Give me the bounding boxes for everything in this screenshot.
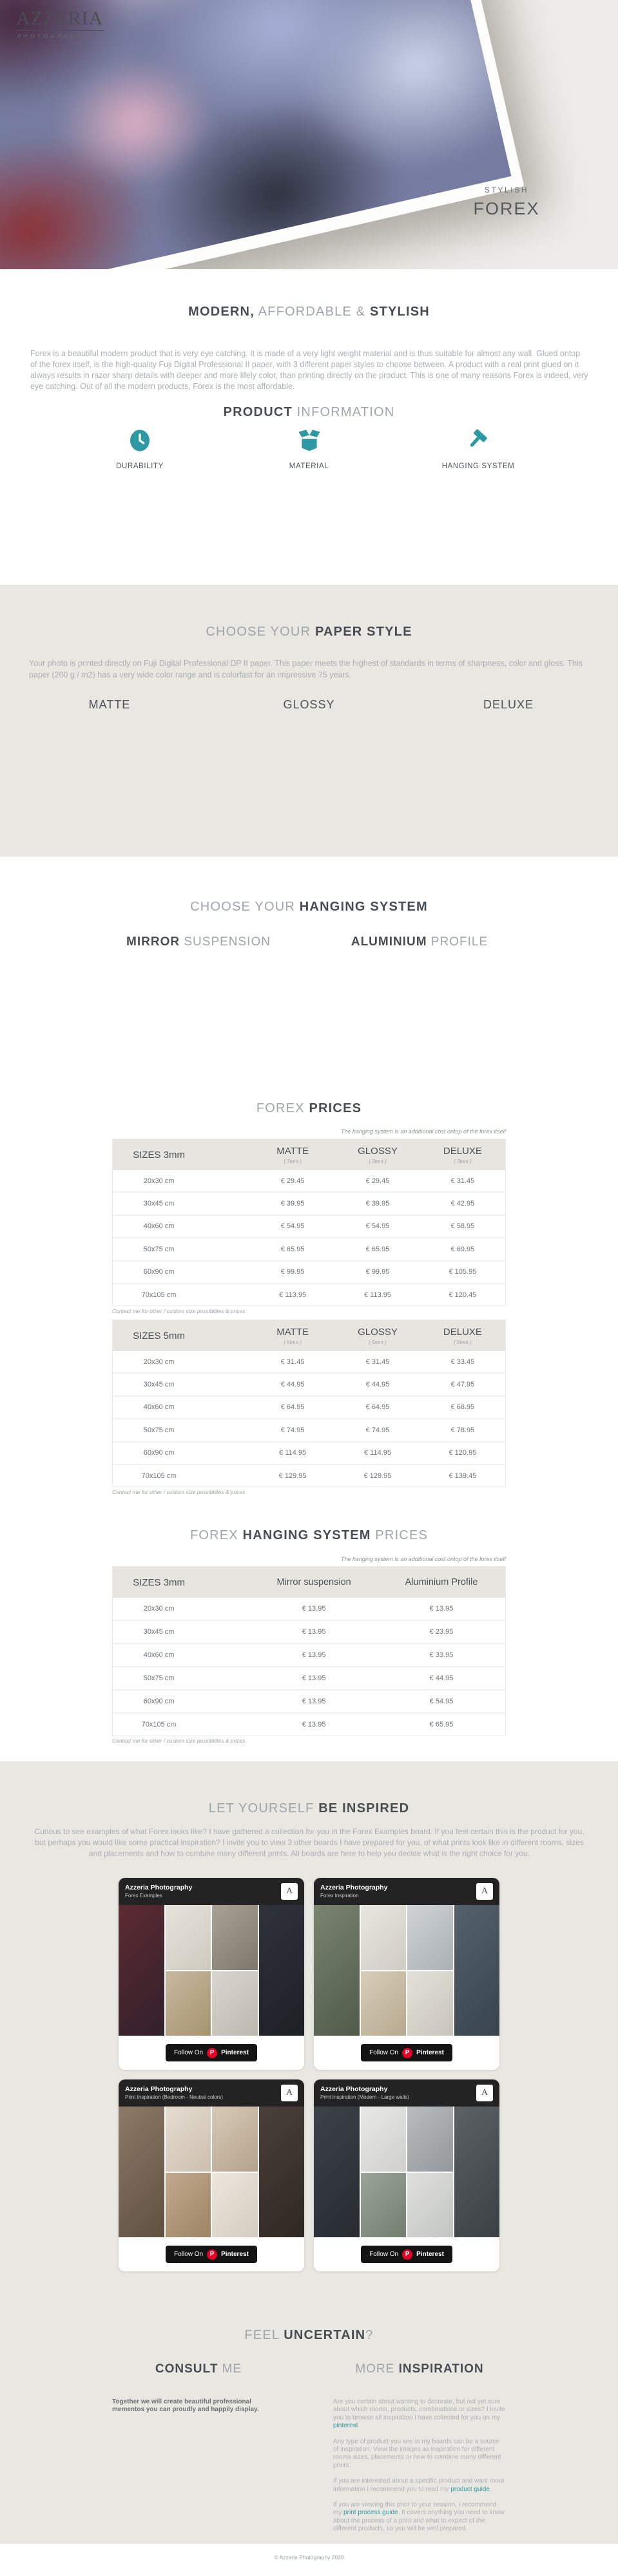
glossy-header-sub: ( 5mm ) — [369, 1339, 387, 1345]
hs-title-a: CHOOSE YOUR — [190, 899, 300, 914]
product-info-columns — [77, 428, 541, 479]
table-footnote: Contact me for other / custom size possibilites & prices — [112, 1308, 246, 1314]
product-guide-link[interactable]: product guide — [450, 2485, 490, 2493]
sizes-header: SIZES 5mm — [133, 1330, 185, 1341]
size-cell: 70x105 cm — [141, 1721, 177, 1728]
more-inspiration-column — [333, 2362, 506, 2541]
clock-icon — [77, 428, 203, 455]
table-footnote: Contact me for other / custom size possibilites & prices — [112, 1738, 246, 1744]
prices-table-5mm — [112, 1320, 506, 1487]
aluminium-profile-header: Aluminium Profile — [405, 1577, 478, 1587]
hanging-system-title: HANGING SYSTEM — [441, 462, 515, 470]
matte-price-cell: € 99.95 — [280, 1268, 305, 1276]
paper-style-intro: Your photo is printed directly on Fuji Digital Professional DP II paper. This paper meets the highest of standards in terms of sharpness, color and gloss. This paper (200 g / m2) has a very wide color range and is colorfast for an impressive 75 years. — [29, 658, 583, 679]
size-cell: 60x90 cm — [143, 1268, 175, 1276]
prices-title-b: PRICES — [309, 1101, 362, 1115]
avatar: A — [476, 2085, 493, 2101]
matte-header — [250, 1146, 335, 1164]
deluxe-header-label: DELUXE — [443, 1326, 482, 1338]
prices-title-a: FOREX — [256, 1101, 309, 1115]
consult-closing: Together we will create beautiful professional mementos you can proudly and happily display. — [112, 2398, 259, 2414]
column-matte — [28, 698, 191, 728]
matte-header — [250, 1327, 335, 1345]
fu-title-b: UNCERTAIN — [284, 2327, 366, 2342]
table-body — [113, 1598, 505, 1736]
table-body — [113, 1170, 505, 1305]
table-row — [113, 1396, 505, 1418]
card-footer — [119, 2237, 304, 2271]
board-image — [212, 2107, 258, 2172]
consult-title-a: CONSULT — [155, 2362, 218, 2376]
glossy-price-cell: € 99.95 — [365, 1268, 390, 1276]
board-image — [166, 1905, 211, 1970]
card-mosaic — [119, 1905, 304, 2036]
feel-uncertain-title — [0, 2328, 618, 2343]
table-header — [113, 1139, 505, 1170]
glossy-header-label: GLOSSY — [358, 1145, 398, 1157]
glossy-price-cell: € 114.95 — [363, 1449, 391, 1457]
deluxe-price-cell: € 139.45 — [449, 1472, 477, 1480]
matte-price-cell: € 54.95 — [280, 1222, 305, 1231]
hammer-icon — [415, 428, 541, 455]
deluxe-header — [420, 1327, 505, 1345]
footer — [0, 2554, 618, 2561]
intro-title — [0, 305, 618, 319]
card-board-name: Forex Examples — [125, 1893, 162, 1899]
card-brand: Azzeria Photography — [125, 2085, 193, 2093]
mirror-title-b: SUSPENSION — [180, 935, 271, 949]
more-inspiration-paragraphs — [333, 2398, 506, 2533]
size-cell: 30x45 cm — [143, 1200, 175, 1208]
pinterest-card — [314, 2079, 499, 2271]
brand-subtitle: PHOTOGRAPHY — [17, 33, 90, 39]
paper-style-title-a: CHOOSE YOUR — [206, 624, 315, 639]
aluminium-title-a: ALUMINIUM — [351, 935, 427, 949]
table-row — [113, 1170, 505, 1191]
mirror-price-cell: € 13.95 — [302, 1651, 326, 1659]
deluxe-price-cell: € 42.95 — [450, 1200, 475, 1208]
paragraph-text: If you are interested about a specific product and want more information I recommend you to read my — [333, 2477, 505, 2493]
feel-uncertain-columns — [112, 2362, 506, 2541]
board-image — [407, 1971, 453, 2036]
size-cell: 30x45 cm — [143, 1381, 175, 1389]
matte-price-cell: € 29.45 — [280, 1177, 305, 1185]
deluxe-header-label: DELUXE — [443, 1145, 482, 1157]
glossy-price-cell: € 64.95 — [365, 1403, 390, 1412]
consult-title-b: ME — [218, 2362, 242, 2376]
table-row — [113, 1441, 505, 1464]
follow-label: Follow On — [369, 2049, 399, 2056]
paragraph-text: . — [358, 2422, 360, 2430]
hero-section — [0, 0, 618, 269]
table-body — [113, 1351, 505, 1486]
table-row — [113, 1283, 505, 1305]
size-cell: 40x60 cm — [143, 1651, 175, 1659]
pinterest-link[interactable]: pinterest — [333, 2422, 358, 2430]
matte-price-cell: € 31.45 — [280, 1358, 305, 1366]
pinterest-card — [314, 1878, 499, 2070]
size-cell: 40x60 cm — [143, 1403, 175, 1412]
intro-title-a: MODERN, — [188, 304, 255, 319]
pinterest-icon: P — [402, 2048, 412, 2058]
hanging-system-section-title — [0, 900, 618, 914]
deluxe-price-cell: € 68.95 — [450, 1403, 475, 1412]
table-row — [113, 1191, 505, 1214]
profile-price-cell: € 13.95 — [429, 1605, 454, 1613]
matte-price-cell: € 65.95 — [280, 1245, 305, 1253]
avatar: A — [281, 1883, 298, 1900]
sizes-header: SIZES 3mm — [133, 1577, 185, 1588]
paper-style-columns — [28, 698, 590, 728]
deluxe-price-cell: € 33.45 — [450, 1358, 475, 1366]
pinterest-cards-grid — [119, 1878, 499, 2271]
follow-on-pinterest-button[interactable] — [166, 2044, 257, 2061]
matte-price-cell: € 129.95 — [278, 1472, 307, 1480]
size-cell: 30x45 cm — [143, 1628, 175, 1636]
board-image — [119, 1905, 164, 2036]
durability-title: DURABILITY — [116, 462, 164, 470]
aluminium-profile-title — [333, 935, 506, 949]
column-glossy — [228, 698, 391, 728]
glossy-price-cell: € 44.95 — [365, 1381, 390, 1389]
photo-image — [0, 0, 511, 269]
glossy-price-cell: € 129.95 — [363, 1472, 392, 1480]
board-image — [166, 1971, 211, 2036]
card-brand: Azzeria Photography — [320, 1884, 388, 1891]
table-row — [113, 1620, 505, 1643]
sizes-header: SIZES 3mm — [133, 1149, 185, 1160]
size-cell: 70x105 cm — [141, 1472, 177, 1480]
size-cell: 60x90 cm — [143, 1698, 175, 1705]
table-row — [113, 1712, 505, 1736]
material-title: MATERIAL — [289, 462, 329, 470]
card-header — [119, 1878, 304, 1905]
card-footer — [314, 2237, 499, 2271]
copyright: © Azzeria Photography 2020 — [274, 2554, 344, 2561]
brand-name: AZZERIA — [16, 8, 104, 31]
prices-note: The hanging system is an additional cost ontop of the forex itself — [340, 1128, 506, 1135]
table-row — [113, 1643, 505, 1666]
avatar: A — [281, 2085, 298, 2101]
matte-header-label: MATTE — [276, 1145, 309, 1157]
board-image — [259, 2107, 305, 2237]
matte-price-cell: € 44.95 — [280, 1381, 305, 1389]
card-brand: Azzeria Photography — [125, 1884, 193, 1891]
table-row — [113, 1215, 505, 1237]
box-icon — [246, 428, 372, 455]
glossy-price-cell: € 29.45 — [365, 1177, 390, 1185]
fu-title-a: FEEL — [244, 2327, 284, 2342]
mirror-price-cell: € 13.95 — [302, 1698, 326, 1705]
board-image — [166, 2107, 211, 2172]
profile-price-cell: € 44.95 — [429, 1674, 454, 1682]
board-image — [212, 2173, 258, 2238]
follow-label: Follow On — [174, 2049, 204, 2056]
intro-title-b: AFFORDABLE & — [254, 304, 371, 319]
glossy-header-sub: ( 3mm ) — [369, 1158, 387, 1164]
board-image — [407, 2173, 453, 2238]
paragraph-text: . — [489, 2485, 492, 2493]
size-cell: 50x75 cm — [143, 1426, 175, 1434]
table-row — [113, 1351, 505, 1372]
glossy-price-cell: € 74.95 — [365, 1426, 390, 1434]
pinterest-label: Pinterest — [221, 2251, 249, 2258]
board-image — [361, 1971, 407, 2036]
pinterest-card — [119, 1878, 304, 2070]
table-footnote: Contact me for other / custom size possibilites & prices — [112, 1489, 246, 1495]
card-header — [314, 2079, 499, 2107]
product-info-title-a: PRODUCT — [223, 404, 293, 419]
card-header — [119, 2079, 304, 2107]
size-cell: 60x90 cm — [143, 1449, 175, 1457]
card-head-text — [125, 2085, 223, 2101]
matte-title: MATTE — [88, 698, 131, 711]
deluxe-price-cell: € 105.95 — [449, 1268, 477, 1276]
deluxe-price-cell: € 120.45 — [449, 1291, 477, 1299]
pinterest-icon: P — [402, 2249, 412, 2260]
card-footer — [119, 2036, 304, 2070]
deluxe-price-cell: € 69.95 — [450, 1245, 475, 1253]
follow-on-pinterest-button[interactable] — [361, 2044, 452, 2061]
more-inspiration-title — [333, 2362, 506, 2376]
card-header — [314, 1878, 499, 1905]
size-cell: 70x105 cm — [141, 1291, 177, 1299]
matte-header-sub: ( 3mm ) — [284, 1158, 302, 1164]
print-process-guide-link[interactable]: print process guide — [343, 2509, 398, 2517]
board-image — [361, 2173, 407, 2238]
matte-price-cell: € 74.95 — [280, 1426, 305, 1434]
hs-title-b: HANGING SYSTEM — [299, 899, 428, 914]
hanging-prices-title — [0, 1528, 618, 1543]
pinterest-label: Pinterest — [221, 2049, 249, 2056]
profile-price-cell: € 65.95 — [429, 1721, 454, 1728]
hero-caption — [455, 185, 558, 219]
table-row — [113, 1260, 505, 1283]
size-cell: 20x30 cm — [143, 1177, 175, 1185]
paragraph: Any type of product you see in my boards can be a source of inspiration. View the images as inspiration for different rooms sizes, placements or how to combine many different prints. — [333, 2438, 501, 2469]
card-board-name: Print Inspiration (Bedroom - Neutral colors) — [125, 2094, 224, 2100]
mirror-title-a: MIRROR — [126, 935, 180, 949]
glossy-price-cell: € 65.95 — [365, 1245, 390, 1253]
card-board-name: Print Inspiration (Modern - Large walls) — [320, 2094, 409, 2100]
card-board-name: Forex Inspiration — [320, 1893, 359, 1899]
board-image — [314, 1905, 360, 2036]
pinterest-icon: P — [207, 2048, 217, 2058]
mirror-price-cell: € 13.95 — [302, 1721, 326, 1728]
board-image — [259, 1905, 305, 2036]
hanging-system-columns — [112, 935, 506, 970]
profile-price-cell: € 54.95 — [429, 1698, 454, 1705]
mi-title-b: INSPIRATION — [398, 2362, 484, 2376]
card-footer — [314, 2036, 499, 2070]
size-cell: 50x75 cm — [143, 1245, 175, 1253]
consult-paragraphs — [112, 2398, 285, 2414]
glossy-header — [335, 1327, 420, 1345]
card-head-text — [125, 1884, 192, 1899]
table-row — [113, 1464, 505, 1486]
inspired-title — [0, 1801, 618, 1816]
table-header — [113, 1320, 505, 1351]
card-mosaic — [314, 1905, 499, 2036]
deluxe-header-sub: ( 3mm ) — [454, 1158, 472, 1164]
matte-price-cell: € 113.95 — [279, 1291, 307, 1299]
card-head-text — [320, 2085, 409, 2101]
mi-title-a: MORE — [355, 2362, 399, 2376]
deluxe-price-cell: € 31.45 — [450, 1177, 475, 1185]
glossy-price-cell: € 113.95 — [363, 1291, 391, 1299]
glossy-title: GLOSSY — [283, 698, 335, 711]
board-image — [119, 2107, 164, 2237]
table-row — [113, 1372, 505, 1395]
column-durability — [77, 428, 203, 479]
avatar: A — [476, 1883, 493, 1900]
pinterest-label: Pinterest — [416, 2049, 444, 2056]
follow-label: Follow On — [369, 2251, 399, 2258]
table-header — [113, 1567, 505, 1598]
table-row — [113, 1689, 505, 1712]
size-cell: 20x30 cm — [143, 1605, 175, 1613]
board-image — [314, 2107, 360, 2237]
paragraph-text: . It covers anything you need to know about the process of a print and what to expect of the different products, so you will be well prepared. — [333, 2509, 505, 2533]
glossy-price-cell: € 54.95 — [365, 1222, 390, 1231]
table-row — [113, 1418, 505, 1441]
deluxe-price-cell: € 78.95 — [450, 1426, 475, 1434]
board-image — [407, 2107, 453, 2172]
mirror-suspension-header: Mirror suspension — [276, 1577, 351, 1587]
deluxe-header — [420, 1146, 505, 1164]
paper-style-title-b: PAPER STYLE — [314, 624, 412, 639]
photo-blur-art — [0, 0, 511, 269]
hanging-prices-title-a: FOREX — [189, 1528, 243, 1542]
inspired-paragraph: Curious to see examples of what Forex looks like? I have gathered a collection for you in the Forex Examples board. If you feel certain this is the product for you, but perhaps you would like some practical inspiration? I invite you to view 3 other boards I have prepared for you, of what prints look like in different rooms, sizes and placements and how to combine many different prints. All boards are here to help you decide what is the right choice for you. — [34, 1827, 584, 1858]
board-image — [361, 1905, 407, 1970]
table-row — [113, 1598, 505, 1620]
board-image — [166, 2173, 211, 2238]
aluminium-title-b: PROFILE — [427, 935, 488, 949]
size-cell: 20x30 cm — [143, 1358, 175, 1366]
paragraph-text: Are you certain about wanting to decorate, but not yet sure about which rooms, products, combinations or sizes? I invite you to browse all inspiration I have collected for you on my — [333, 2398, 505, 2421]
product-info-title — [0, 405, 618, 420]
pinterest-card — [119, 2079, 304, 2271]
matte-header-label: MATTE — [276, 1326, 309, 1338]
follow-on-pinterest-button[interactable] — [166, 2246, 257, 2263]
size-cell: 40x60 cm — [143, 1222, 175, 1231]
matte-price-cell: € 114.95 — [279, 1449, 307, 1457]
intro-paragraph: Forex is a beautiful modern product that is very eye catching. It is made of a very light weight material and is thus suitable for almost any wall. Glued ontop of the forex itself, is the high-quality Fuji Digital Professional II paper, with 3 different paper styles to choose between. A product with a real print glued on it always results in razor sharp details with deeper and more lifely color, than printing directly on the product. This is one of many reasons Forex is indeed, very eye catching. Out of all the modern products, Forex is the most affordable. — [30, 348, 588, 391]
fu-title-c: ? — [365, 2327, 374, 2342]
pinterest-label: Pinterest — [416, 2251, 444, 2258]
product-info-title-b: INFORMATION — [292, 404, 395, 419]
table-row — [113, 1237, 505, 1260]
consult-me-column — [112, 2362, 285, 2541]
mirror-price-cell: € 13.95 — [302, 1628, 326, 1636]
paragraph — [333, 2501, 506, 2533]
board-image — [454, 1905, 500, 2036]
matte-price-cell: € 64.95 — [280, 1403, 305, 1412]
board-image — [361, 2107, 407, 2172]
follow-label: Follow On — [174, 2251, 204, 2258]
card-mosaic — [119, 2107, 304, 2237]
deluxe-price-cell: € 47.95 — [450, 1381, 475, 1389]
hanging-prices-table — [112, 1566, 506, 1736]
consult-me-title — [112, 2362, 285, 2376]
column-hanging-system — [415, 428, 541, 479]
hero-tagline: STYLISH — [484, 185, 529, 194]
deluxe-title: DELUXE — [483, 698, 534, 711]
card-mosaic — [314, 2107, 499, 2237]
prices-title — [0, 1101, 618, 1116]
inspired-title-b: BE INSPIRED — [318, 1801, 410, 1815]
pinterest-icon: P — [207, 2249, 217, 2260]
hanging-prices-title-c: PRICES — [371, 1528, 429, 1542]
hanging-prices-title-b: HANGING SYSTEM — [242, 1528, 371, 1542]
hero-product-photo — [0, 0, 524, 269]
follow-on-pinterest-button[interactable] — [361, 2246, 452, 2263]
table-row — [113, 1666, 505, 1689]
board-image — [212, 1905, 258, 1970]
glossy-header-label: GLOSSY — [358, 1326, 398, 1338]
aluminium-profile-column — [333, 935, 506, 970]
board-image — [212, 1971, 258, 2036]
profile-price-cell: € 23.95 — [429, 1628, 454, 1636]
intro-title-c: STYLISH — [370, 304, 430, 319]
card-head-text — [320, 1884, 387, 1899]
card-brand: Azzeria Photography — [320, 2085, 388, 2093]
mirror-suspension-column — [112, 935, 285, 970]
mirror-suspension-title — [112, 935, 285, 949]
brand-logo[interactable] — [16, 8, 104, 39]
paragraph — [333, 2477, 506, 2494]
matte-price-cell: € 39.95 — [280, 1200, 305, 1208]
deluxe-header-sub: ( 5mm ) — [454, 1339, 472, 1345]
deluxe-price-cell: € 58.95 — [450, 1222, 475, 1231]
profile-price-cell: € 33.95 — [429, 1651, 454, 1659]
board-image — [454, 2107, 500, 2237]
size-cell: 50x75 cm — [143, 1674, 175, 1682]
deluxe-price-cell: € 120.95 — [449, 1449, 477, 1457]
paragraph — [333, 2398, 506, 2430]
prices-table-3mm — [112, 1139, 506, 1306]
mirror-price-cell: € 13.95 — [302, 1674, 326, 1682]
column-deluxe — [427, 698, 590, 728]
paragraph-text: If you are viewing this prior to your session, I recommend my — [333, 2501, 496, 2517]
glossy-header — [335, 1146, 420, 1164]
matte-header-sub: ( 5mm ) — [284, 1339, 302, 1345]
mirror-price-cell: € 13.95 — [302, 1605, 326, 1613]
hanging-prices-note: The hanging system is an additional cost ontop of the forex itself — [340, 1556, 506, 1562]
hero-product-title: FOREX — [473, 199, 540, 218]
inspired-title-a: LET YOURSELF — [208, 1801, 319, 1815]
board-image — [407, 1905, 453, 1970]
column-material — [246, 428, 372, 479]
glossy-price-cell: € 39.95 — [365, 1200, 390, 1208]
glossy-price-cell: € 31.45 — [365, 1358, 390, 1366]
paper-style-title — [0, 625, 618, 639]
